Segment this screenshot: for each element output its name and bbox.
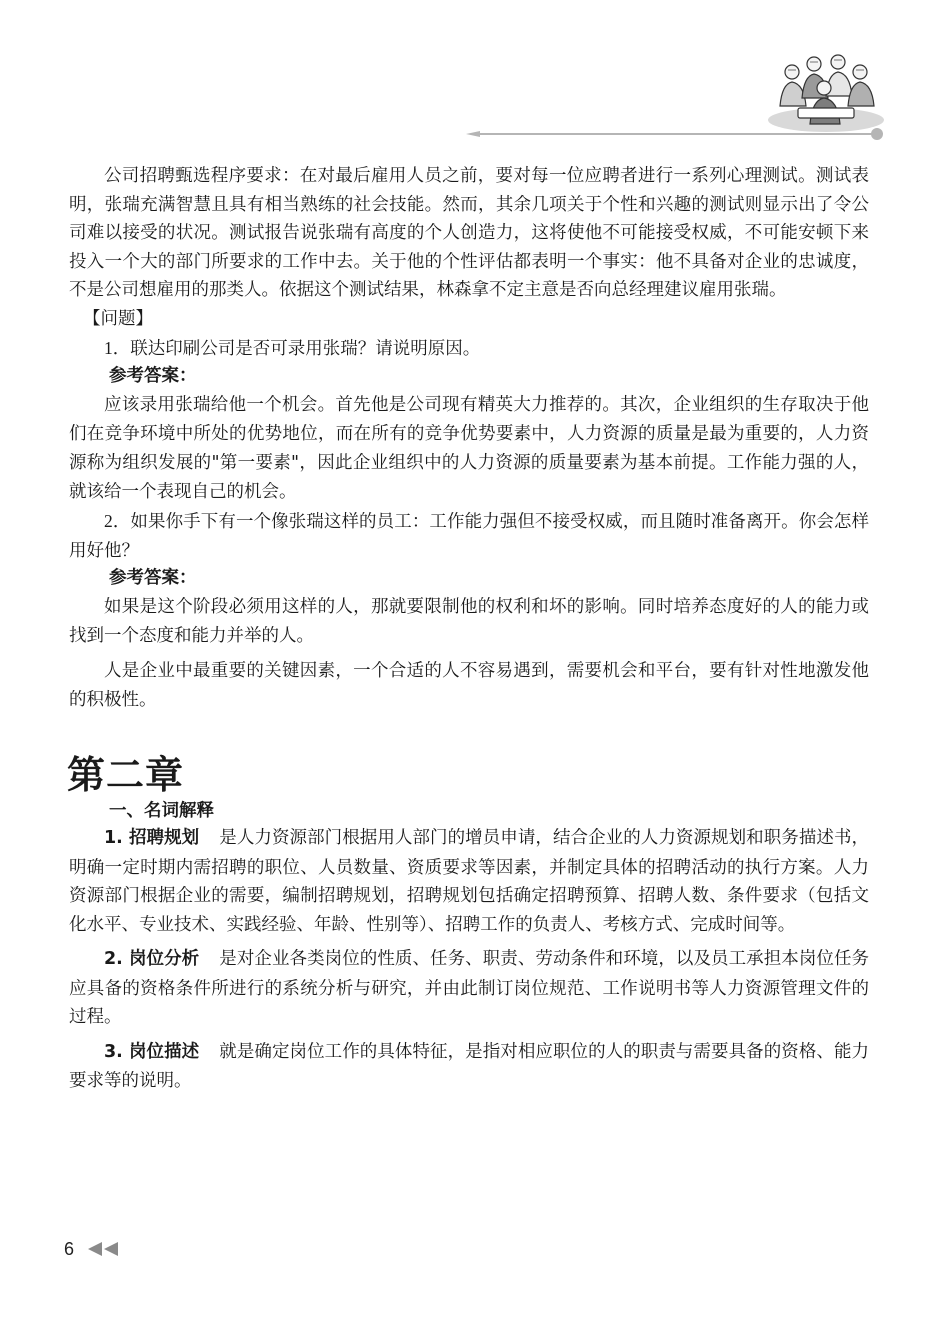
header-divider: [466, 125, 886, 143]
case-intro-paragraph: 公司招聘甄选程序要求：在对最后雇用人员之前，要对每一位应聘者进行一系列心理测试。测试表明，张瑞充满智慧且具有相当熟练的社会技能。然而，其余几项关于个性和兴趣的测试则显示出了令公司难以接受的状况。测试报告说张瑞有高度的个人创造力，这将使他不可能接受权威，不可能安顿下来投入一个大的部门所要求的工作中去。关于他的个性评估都表明一个事实：他不具备对企业的忠诚度，不是公司想雇用的那类人。依据这个测试结果，林森拿不定主意是否向总经理建议雇用张瑞。: [69, 166, 869, 300]
main-content: [69, 162, 869, 1095]
question-2: 2．如果你手下有一个像张瑞这样的员工：工作能力强但不接受权威，而且随时准备离开。你会怎样用好他？: [69, 511, 869, 560]
chapter-title: 第二章: [67, 753, 185, 797]
question-1: 1．联达印刷公司是否可录用张瑞？请说明原因。: [104, 337, 481, 358]
questions-heading: 【问题】: [83, 308, 153, 329]
term-2-text: 是对企业各类岗位的性质、任务、职责、劳动条件和环境，以及员工承担本岗位任务应具备的资格条件所进行的系统分析与研究，并由此制订岗位规范、工作说明书等人力资源管理文件的过程。: [69, 948, 870, 1026]
answer-label-1: 参考答案：: [109, 366, 197, 386]
term-3-text: 就是确定岗位工作的具体特征，是指对相应职位的人的职责与需要具备的资格、能力要求等的说明。: [69, 1040, 870, 1090]
term-3: [69, 1037, 869, 1095]
term-1-text: 是人力资源部门根据用人部门的增员申请，结合企业的人力资源规划和职务描述书，明确一定时期内需招聘的职位、人员数量、资质要求等因素，并制定具体的招聘活动的执行方案。人力资源部门根据企业的需要，编制招聘规划，招聘规划包括确定招聘预算、招聘人数、条件要求（包括文化水平、专业技术、实践经验、年龄、性别等）、招聘工作的负责人、考核方式、完成时间等。: [69, 827, 870, 934]
answer-label-2: 参考答案：: [109, 568, 197, 588]
page-number: 6: [64, 1238, 75, 1259]
term-1: [69, 823, 869, 938]
term-2-title: 2. 岗位分析: [104, 949, 200, 969]
term-2: [69, 944, 869, 1031]
term-1-title: 1. 招聘规划: [104, 828, 200, 848]
section-title: 一、名词解释: [109, 801, 214, 821]
answer-1: 应该录用张瑞给他一个机会。首先他是公司现有精英大力推荐的。其次，企业组织的生存取决于他们在竞争环境中所处的优势地位，而在所有的竞争优势要素中，人力资源的质量是最为重要的，人力资源称为组织发展的"第一要素"，因此企业组织中的人力资源的质量要素为基本前提。工作能力强的人，就该给一个表现自己的机会。: [69, 395, 869, 502]
answer-2-part-1: 如果是这个阶段必须用这样的人，那就要限制他的权利和坏的影响。同时培养态度好的人的能力或找到一个态度和能力并举的人。: [69, 597, 869, 646]
term-3-title: 3. 岗位描述: [104, 1041, 200, 1062]
double-left-arrow-icon: [86, 1241, 122, 1257]
page-footer: [64, 1238, 122, 1260]
answer-2-part-2: 人是企业中最重要的关键因素，一个合适的人不容易遇到，需要机会和平台，要有针对性地激发他的积极性。: [69, 661, 869, 710]
